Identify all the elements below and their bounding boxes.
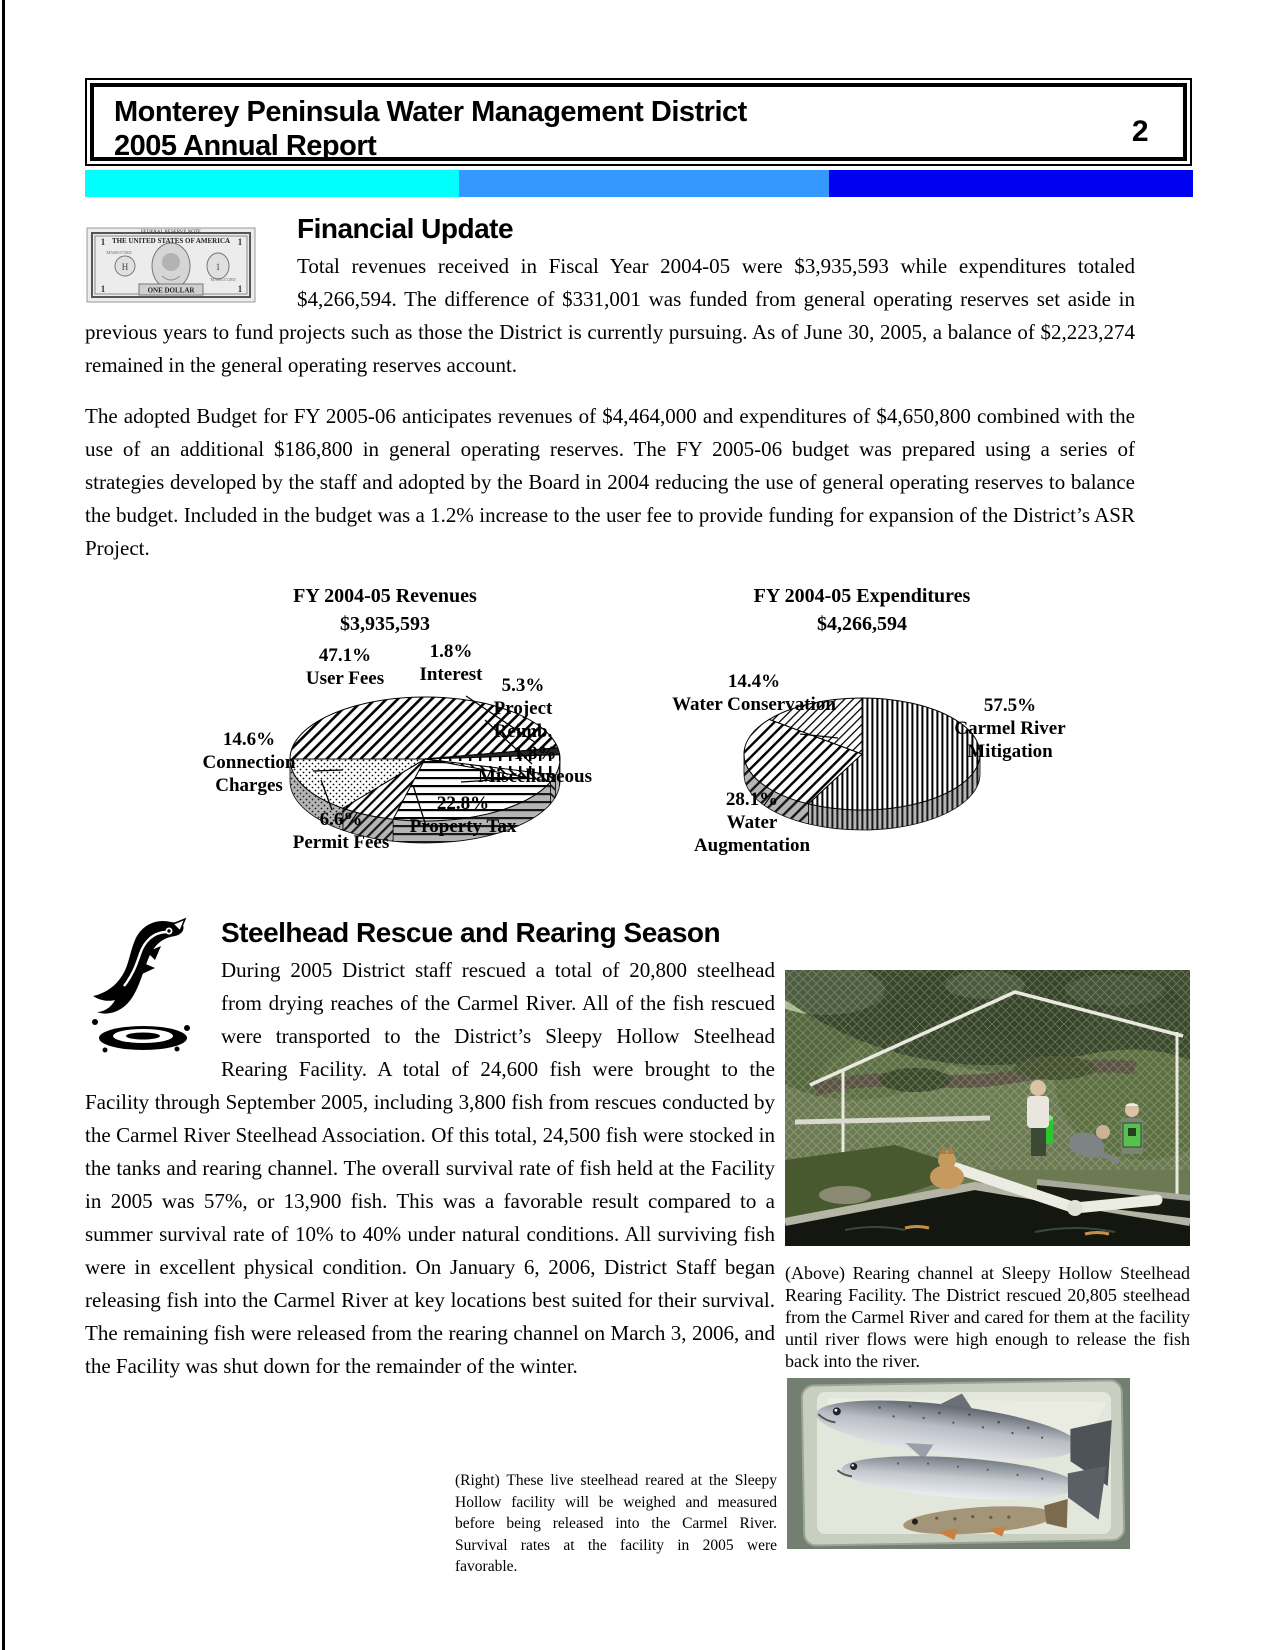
financial-paragraph-1: Total revenues received in Fiscal Year 2004-05 were $3,935,593 while expenditures totaled $4,266,594. The difference of $331,001 was funded from general operating reserves set aside in previous years to fund projects such as those the District is currently pursuing. As of June 30, 2005, a balance of $2,223,274 remained in the general operating reserves account. xyxy=(85,254,1135,377)
pie-label xyxy=(383,792,543,838)
pie-label-pct: 5.3% xyxy=(501,675,545,696)
pie-label-pct: 1.8% xyxy=(429,641,473,662)
revenues-pie-chart xyxy=(185,582,645,882)
pie-label xyxy=(667,788,837,857)
photo-caption-above: (Above) Rearing channel at Sleepy Hollow Steelhead Rearing Facility. The District rescued 20,805 steelhead from the Carmel River and cared for them at the facility until river flows were high enough to release the fish back into the river. xyxy=(785,1263,1190,1371)
pie-label-name: Water Augmentation xyxy=(693,812,811,856)
header-box-inner xyxy=(90,83,1187,161)
revenues-chart-title-line: FY 2004-05 Revenues xyxy=(293,585,477,607)
steelhead-body: During 2005 District staff rescued a total of 20,800 steelhead from drying reaches of the Carmel River. All of the fish rescued were transported to the District’s Sleepy Hollow Steelhead Rearing Facility. A total of 24,600 fish were brought to the Facility through September 2005, including 3,800 fish from rescues conducted by the Carmel River Steelhead Association. Of this total, 24,500 fish were stocked in the tanks and rearing channel. The overall survival rate of fish held at the Facility in 2005 was 57%, or 13,900 fish. This was a favorable result compared to a summer survival rate of 10% to 40% under natural conditions. All surviving fish were in excellent physical condition. On January 6, 2006, District Staff began releasing fish into the Carmel River at key locations best suited for their survival. The remaining fish were released from the rearing channel on March 3, 2006, and the Facility was shut down for the remainder of the winter. xyxy=(85,958,775,1378)
svg-text:M50653728D: M50653728D xyxy=(210,277,236,282)
financial-section xyxy=(85,212,1135,586)
svg-text:1: 1 xyxy=(237,284,243,294)
color-bar-cyan xyxy=(85,170,459,197)
pie-label xyxy=(276,808,406,854)
expenditures-chart-title-line: FY 2004-05 Expenditures xyxy=(753,585,971,607)
expenditures-chart-total: $4,266,594 xyxy=(817,613,907,635)
pie-label-pct: 22.8% xyxy=(436,793,490,814)
report-title-line1: Monterey Peninsula Water Management District xyxy=(114,96,747,128)
pie-label-name: Miscellaneous xyxy=(478,766,592,787)
svg-text:1: 1 xyxy=(100,284,106,294)
steelhead-fish-photo xyxy=(787,1378,1130,1549)
pie-label-name: Permit Fees xyxy=(292,832,390,853)
expenditures-pie-chart xyxy=(630,582,1110,882)
svg-text:M50653728D: M50653728D xyxy=(106,250,132,255)
pie-label-name: Water Conservation xyxy=(672,694,836,715)
color-bar-darkblue xyxy=(829,170,1193,197)
rearing-channel-photo xyxy=(785,970,1190,1246)
pie-label xyxy=(275,644,415,690)
pie-label-name: Carmel River Mitigation xyxy=(954,718,1066,762)
leaping-fish-clipart xyxy=(85,916,203,1056)
pie-label-name: Interest xyxy=(419,664,483,685)
report-title-line2: 2005 Annual Report xyxy=(114,130,377,162)
steelhead-section xyxy=(85,916,775,1383)
dollar-top-text: THE UNITED STATES OF AMERICA xyxy=(111,237,231,245)
pie-label-pct: 57.5% xyxy=(983,695,1037,716)
financial-heading: Financial Update xyxy=(297,213,514,244)
pie-label-pct: 14.4% xyxy=(727,671,781,692)
pie-label xyxy=(475,674,571,743)
pie-label-pct: 28.1% xyxy=(725,789,779,810)
report-title xyxy=(114,95,747,163)
revenues-chart-total: $3,935,593 xyxy=(340,613,430,635)
dollar-bottom-text: ONE DOLLAR xyxy=(147,286,195,295)
pie-label xyxy=(435,742,635,788)
pie-label-pct: 14.6% xyxy=(222,729,276,750)
financial-paragraph-2: The adopted Budget for FY 2005-06 anticipates revenues of $4,464,000 and expenditures of $4,650,800 combined with the use of an additional $186,800 in general operating reserves. The FY 2005-06 budget was prepared using a series of strategies developed by the staff and adopted by the Board in 2004 reducing the use of general operating reserves to balance the budget. Included in the budget was a 1.2% increase to the user fee to provide funding for expansion of the District’s ASR Project. xyxy=(85,404,1135,560)
pie-label-pct: 1.8% xyxy=(513,743,557,764)
svg-text:1: 1 xyxy=(100,237,106,247)
page-number: 2 xyxy=(1131,115,1148,148)
pie-label xyxy=(174,728,324,797)
pie-label-pct: 6.6% xyxy=(319,809,363,830)
steelhead-heading: Steelhead Rescue and Rearing Season xyxy=(221,917,721,948)
pie-label-name: Connection Charges xyxy=(202,752,296,796)
pie-label xyxy=(664,670,844,716)
header-box xyxy=(85,78,1192,166)
svg-text:1: 1 xyxy=(237,237,243,247)
svg-text:1: 1 xyxy=(215,262,221,272)
pie-label-name: User Fees xyxy=(305,668,385,689)
svg-text:H: H xyxy=(121,262,129,272)
page-left-rule xyxy=(2,0,5,1650)
pie-label xyxy=(930,694,1090,763)
pie-label-pct: 47.1% xyxy=(318,645,372,666)
pie-label-name: Property Tax xyxy=(409,816,517,837)
dollar-bill-image xyxy=(85,218,257,313)
photo-caption-right: (Right) These live steelhead reared at the Sleepy Hollow facility will be weighed and measured before being released into the Carmel River. Survival rates at the facility in 2005 were favorable. xyxy=(455,1472,777,1575)
color-bar-blue xyxy=(459,170,829,197)
color-bar xyxy=(85,170,1193,197)
dollar-top-small-text: FEDERAL RESERVE NOTE xyxy=(141,230,201,235)
pie-label-name: Project Reimb. xyxy=(493,698,553,742)
